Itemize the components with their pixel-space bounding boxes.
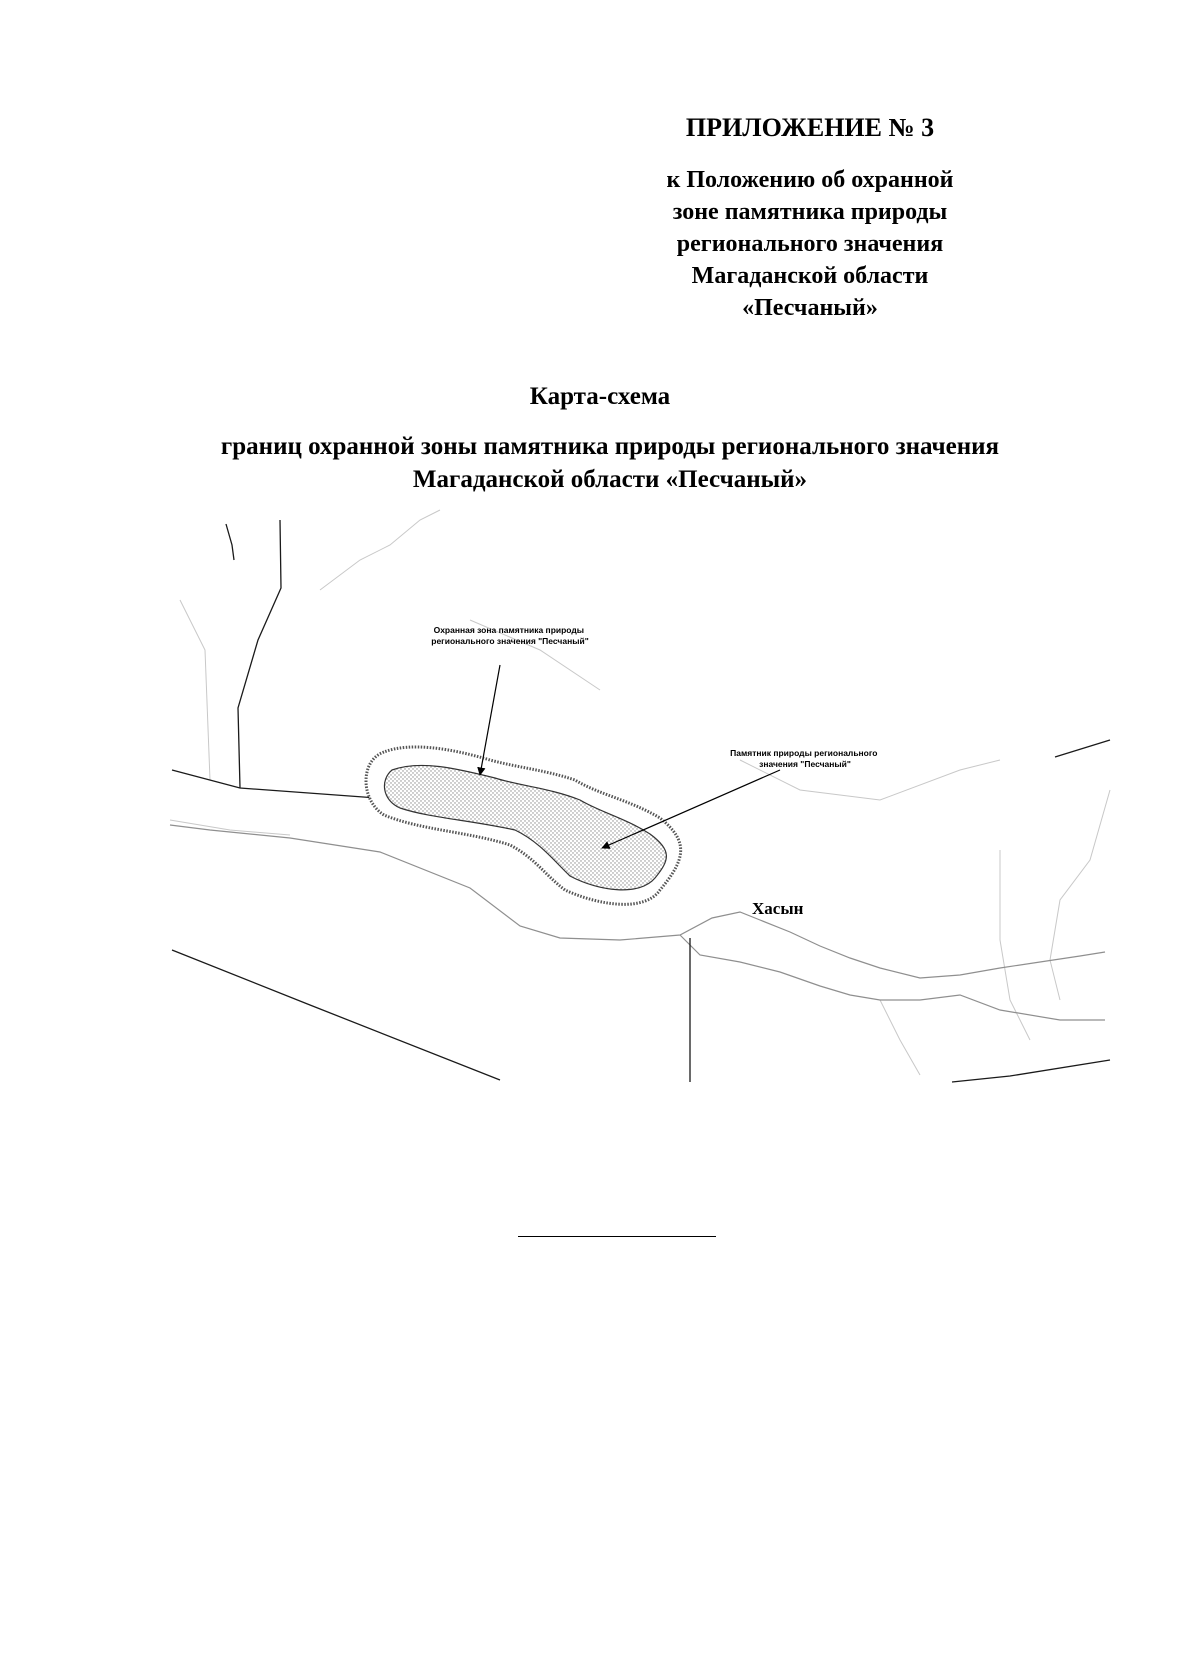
terrain-lines (170, 510, 1110, 1075)
appendix-line: Магаданской области (691, 263, 929, 289)
appendix-line: регионального значения (676, 231, 944, 257)
map-title: Карта-схема (529, 383, 671, 410)
boundary-lines (172, 520, 1110, 1082)
map-subtitle-line: границ охранной зоны памятника природы регионального значения (220, 433, 1000, 460)
map-subtitle-line: Магаданской области «Песчаный» (412, 466, 808, 493)
appendix-line: зоне памятника природы (672, 199, 948, 225)
buffer-zone-label: Охранная зона памятника природы регионального значения "Песчаный" (431, 625, 589, 646)
buffer-zone-arrow (480, 665, 500, 775)
end-rule (518, 1236, 716, 1237)
monument-label: Памятник природы регионального значения "Песчаный" (730, 748, 878, 769)
appendix-title: ПРИЛОЖЕНИЕ № 3 (685, 113, 935, 142)
appendix-line: к Положению об охранной (666, 167, 954, 193)
river-label: Хасын (752, 899, 804, 918)
appendix-line: «Песчаный» (742, 295, 878, 321)
